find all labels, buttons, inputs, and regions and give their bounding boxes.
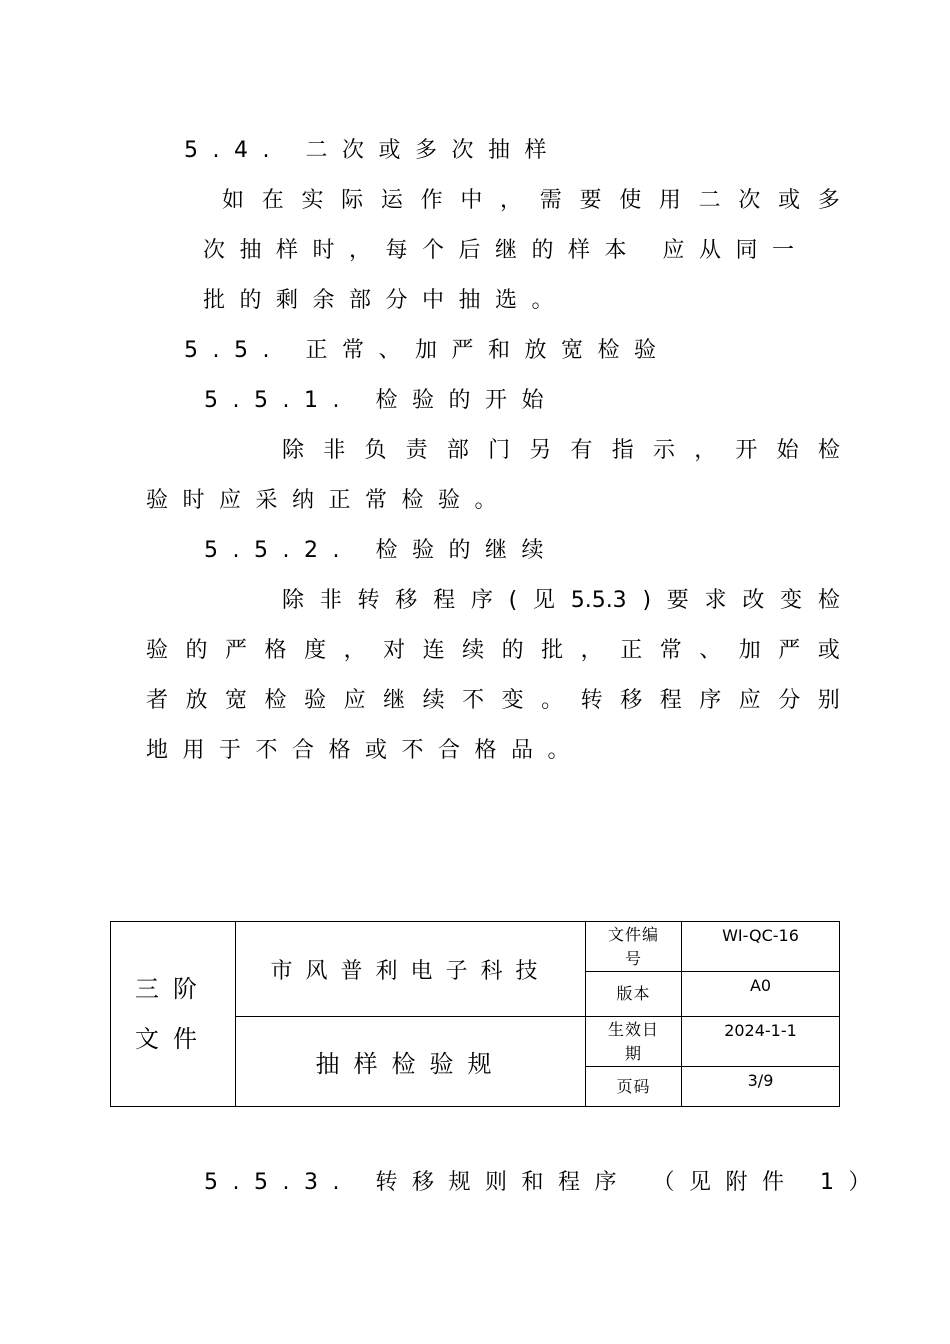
text-glyph: 继 [383,688,406,713]
text-glyph: 门 [488,438,511,463]
text-glyph: 对 [383,638,406,663]
text-glyph: 正 [620,638,643,663]
text-glyph: 移 [395,588,418,613]
text-glyph: 续 [462,638,485,663]
para-5-4-line-3: 批的剩余部分中抽选。 [203,288,569,313]
text-glyph: 的 [185,638,208,663]
doc-level-line-1: 三阶 [135,975,211,1003]
text-glyph: 变 [780,588,803,613]
text-glyph: 改 [742,588,765,613]
section-5-5-3-heading: 5.5.3. 转移规则和程序 （见附件 1） [204,1170,885,1195]
text-glyph: 连 [422,638,445,663]
text-glyph: 、 [699,638,722,663]
section-5-4-heading: 5.4. 二次或多次抽样 [184,138,561,163]
para-5-4-line-2: 次抽样时，每个后继的样本 应从同一 [203,238,809,263]
para-5-5-2-line-3 [146,686,840,716]
section-5-5-1-heading: 5.5.1. 检验的开始 [204,388,558,413]
page-label: 页码 [586,1067,682,1107]
text-glyph: ， [343,638,366,663]
doc-no-value: WI-QC-16 [682,922,840,972]
text-glyph: 。 [541,688,564,713]
text-glyph: 严 [778,638,801,663]
text-glyph: 批 [541,638,564,663]
text-glyph: 需 [539,188,562,213]
text-glyph: 始 [776,438,799,463]
text-glyph: 部 [446,438,469,463]
effective-date-value: 2024-1-1 [682,1017,840,1067]
text-glyph: 见 [532,588,555,613]
section-5-5-heading: 5.5. 正常、加严和放宽检验 [184,338,671,363]
text-glyph: 有 [570,438,593,463]
text-glyph: 使 [619,188,642,213]
page-value: 3/9 [682,1067,840,1107]
text-glyph: 检 [817,588,840,613]
text-glyph: 中 [460,188,483,213]
text-glyph: 者 [146,688,169,713]
text-glyph: 不 [462,688,485,713]
doc-no-label-cell [586,922,682,972]
text-glyph: 实 [301,188,324,213]
text-glyph: 除 [282,588,305,613]
version-label: 版本 [586,972,682,1017]
text-glyph: 应 [343,688,366,713]
text-glyph: 除 [282,438,305,463]
para-5-5-2-line-4: 地用于不合格或不合格品。 [146,738,585,763]
text-glyph: 度 [304,638,327,663]
text-glyph: 格 [264,638,287,663]
text-glyph: 际 [341,188,364,213]
text-glyph: 的 [501,638,524,663]
text-glyph: 开 [735,438,758,463]
text-glyph: 常 [659,638,682,663]
para-5-5-2-line-2 [146,636,840,666]
text-glyph: 或 [817,638,840,663]
document-header-table [110,921,840,1107]
text-glyph: 负 [364,438,387,463]
text-glyph: 或 [778,188,801,213]
text-glyph: 如 [222,188,245,213]
text-glyph: ， [580,638,603,663]
doc-no-label-line-2: 号 [624,948,642,968]
text-glyph: 验 [146,638,169,663]
text-glyph: 另 [529,438,552,463]
text-glyph: 别 [817,688,840,713]
para-5-5-1-line-2: 验时应采纳正常检验。 [146,488,512,513]
text-glyph: 验 [304,688,327,713]
text-glyph: 变 [501,688,524,713]
doc-title: 抽样检验规 [315,1050,506,1078]
version-value: A0 [682,972,840,1017]
text-glyph: 程 [659,688,682,713]
text-glyph: 非 [319,588,342,613]
text-glyph: 求 [704,588,727,613]
text-glyph: 分 [778,688,801,713]
doc-title-cell [236,1017,586,1107]
para-5-5-2-line-1 [282,586,840,616]
text-glyph: 用 [658,188,681,213]
text-glyph: 放 [185,688,208,713]
text-glyph: 移 [620,688,643,713]
text-glyph: 加 [738,638,761,663]
text-glyph: 运 [380,188,403,213]
text-glyph: 转 [580,688,603,713]
doc-level-cell [111,922,236,1107]
text-glyph: 在 [261,188,284,213]
text-glyph: 要 [666,588,689,613]
para-5-4-line-1 [222,186,840,216]
effective-date-label-cell [586,1017,682,1067]
text-glyph: 检 [264,688,287,713]
text-glyph: 责 [405,438,428,463]
text-glyph: 序 [699,688,722,713]
effective-date-label-line-2: 期 [624,1043,642,1063]
text-glyph: 二 [698,188,721,213]
text-glyph: 严 [225,638,248,663]
text-glyph: ， [694,438,717,463]
text-glyph: 宽 [225,688,248,713]
text-glyph: 序 [470,588,493,613]
text-glyph: 非 [323,438,346,463]
text-glyph: 指 [611,438,634,463]
text-glyph: 应 [738,688,761,713]
text-glyph: 多 [817,188,840,213]
text-glyph: ( [508,588,518,613]
company-name-cell [236,922,586,1017]
text-glyph: 要 [579,188,602,213]
text-glyph: 5.5.3 [570,588,627,613]
company-name: 市风普利电子科技 [270,958,551,984]
doc-level-line-2: 文件 [135,1025,211,1053]
text-glyph: 示 [652,438,675,463]
para-5-5-1-line-1 [282,436,840,466]
text-glyph: 检 [817,438,840,463]
text-glyph: 程 [433,588,456,613]
text-glyph: ， [500,188,523,213]
doc-no-label-line-1: 文件编 [607,924,659,944]
text-glyph: ) [642,588,652,613]
text-glyph: 作 [420,188,443,213]
text-glyph: 续 [422,688,445,713]
effective-date-label-line-1: 生效日 [607,1019,659,1039]
text-glyph: 转 [357,588,380,613]
text-glyph: 次 [738,188,761,213]
section-5-5-2-heading: 5.5.2. 检验的继续 [204,538,558,563]
